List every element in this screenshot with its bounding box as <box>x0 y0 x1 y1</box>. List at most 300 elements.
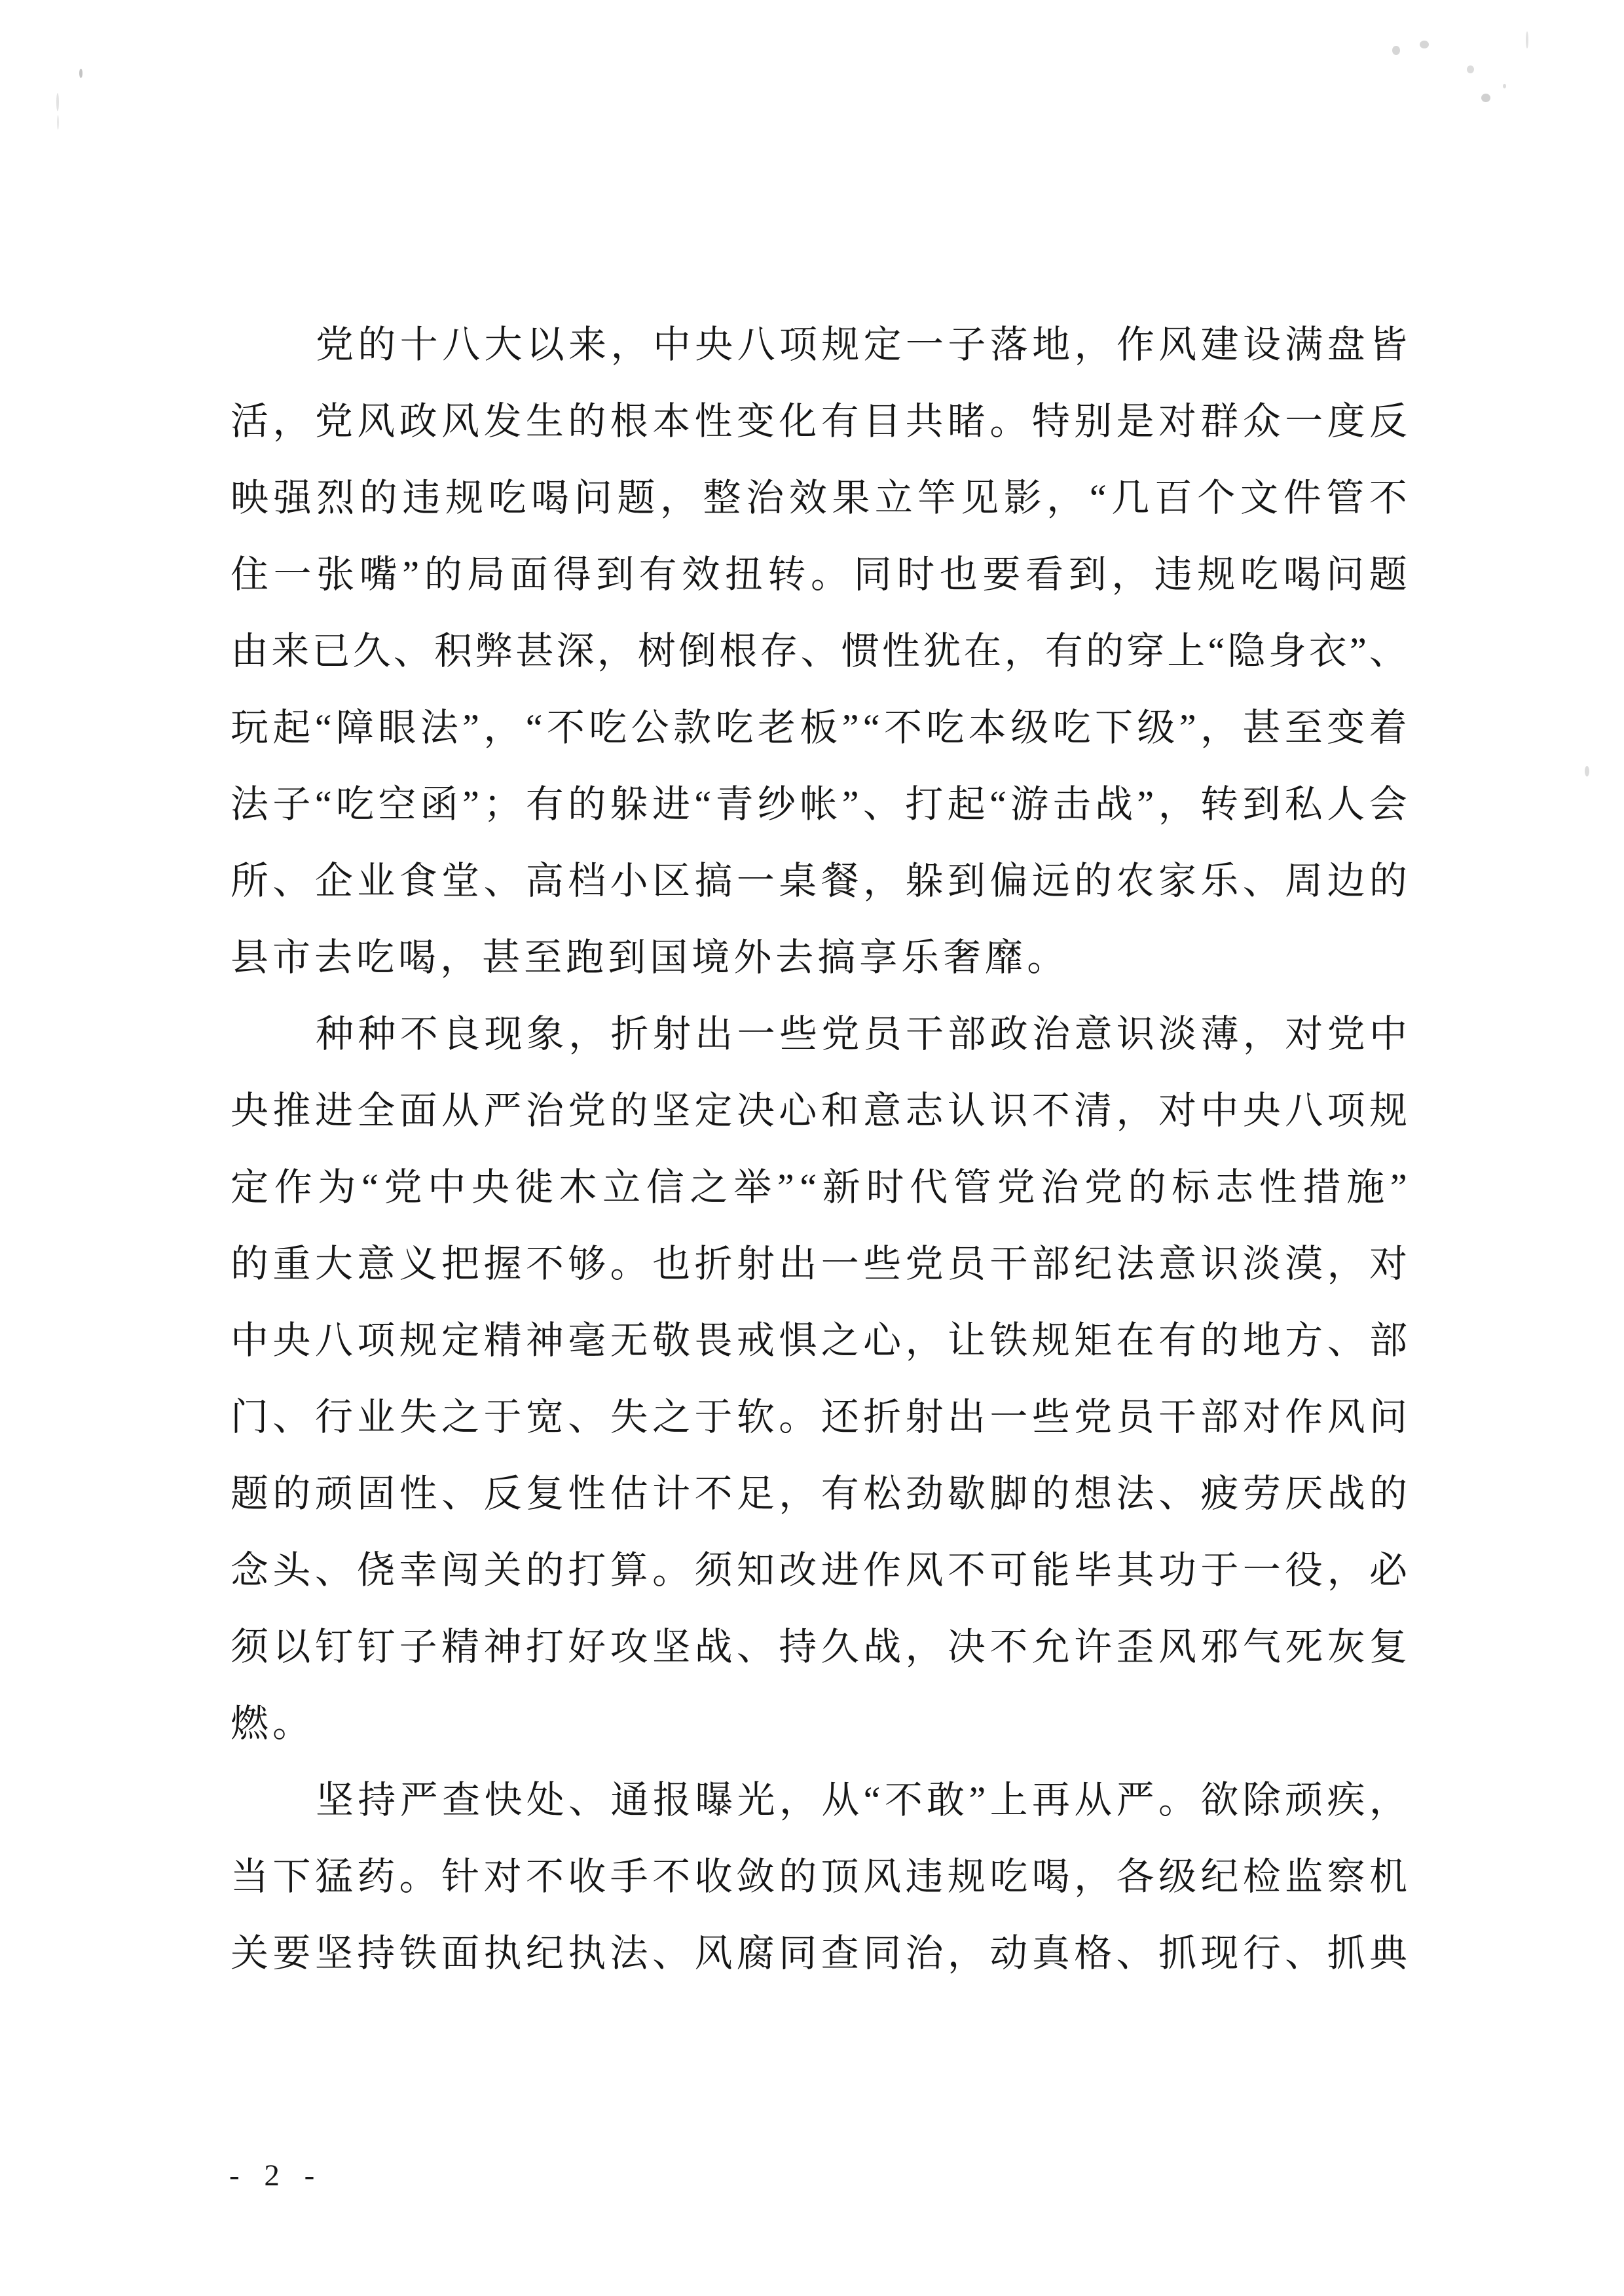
glyph: 远 <box>1031 859 1070 902</box>
glyph: 折 <box>863 1395 902 1438</box>
glyph: 法 <box>610 1931 648 1975</box>
glyph: 收 <box>694 1855 733 1898</box>
glyph: 面 <box>399 1089 437 1132</box>
glyph: 射 <box>736 1242 775 1285</box>
glyph: 持 <box>779 1625 817 1668</box>
glyph: 企 <box>314 859 353 902</box>
glyph: 作 <box>1116 323 1154 366</box>
glyph: 握 <box>483 1242 522 1285</box>
glyph: 来 <box>271 629 310 672</box>
glyph: 知 <box>736 1548 775 1592</box>
glyph: 须 <box>231 1625 269 1668</box>
glyph: 反 <box>483 1472 522 1515</box>
glyph: ， <box>440 936 479 979</box>
glyph: 检 <box>1242 1855 1281 1898</box>
glyph: 犹 <box>923 629 961 672</box>
glyph: 吃 <box>488 476 526 519</box>
glyph: 一 <box>736 859 775 902</box>
scan-speck <box>57 115 59 130</box>
glyph: 不 <box>546 706 585 749</box>
glyph: 从 <box>441 1089 480 1132</box>
glyph: 级 <box>1137 706 1175 749</box>
glyph: 映 <box>231 476 269 519</box>
glyph: 之 <box>441 1395 480 1438</box>
glyph: 部 <box>1200 1395 1239 1438</box>
glyph: 严 <box>399 1778 438 1821</box>
glyph: 改 <box>779 1548 817 1592</box>
glyph: 到 <box>1068 553 1107 596</box>
glyph: 曝 <box>695 1778 733 1821</box>
glyph: 、 <box>314 1548 353 1592</box>
glyph: 竿 <box>917 476 956 519</box>
glyph: 生 <box>525 399 564 443</box>
glyph: 有 <box>821 399 859 443</box>
glyph: 灰 <box>1327 1625 1365 1668</box>
glyph: 私 <box>1284 782 1323 826</box>
glyph: 着 <box>1369 706 1407 749</box>
glyph: 决 <box>947 1625 986 1668</box>
glyph: 的 <box>1369 859 1407 902</box>
glyph: 识 <box>989 1089 1028 1132</box>
glyph: ” <box>1349 629 1367 672</box>
glyph: 、 <box>1242 859 1281 902</box>
glyph: 外 <box>733 936 772 979</box>
glyph: 。 <box>989 399 1028 443</box>
glyph: 同 <box>863 1931 902 1975</box>
glyph: “ <box>863 1778 881 1821</box>
glyph: 人 <box>1327 782 1365 826</box>
glyph: 查 <box>442 1778 481 1821</box>
glyph: 识 <box>1116 1012 1154 1055</box>
glyph: 固 <box>357 1472 396 1515</box>
glyph: 央 <box>695 323 733 366</box>
glyph: 可 <box>989 1548 1028 1592</box>
glyph: 药 <box>357 1855 396 1898</box>
glyph: 地 <box>1242 1319 1281 1362</box>
glyph: 的 <box>358 323 396 366</box>
glyph: 格 <box>1074 1931 1113 1975</box>
glyph: 问 <box>574 476 612 519</box>
glyph: 大 <box>484 323 523 366</box>
glyph: 一 <box>1285 399 1323 443</box>
glyph: 纪 <box>1200 1855 1239 1898</box>
glyph: 转 <box>1200 782 1238 826</box>
glyph: 规 <box>399 1319 437 1362</box>
glyph: 方 <box>1285 1319 1323 1362</box>
glyph: 县 <box>231 936 269 979</box>
glyph: 戒 <box>736 1319 775 1362</box>
glyph: 淡 <box>1242 1242 1281 1285</box>
glyph: 部 <box>1369 1319 1407 1362</box>
glyph: 对 <box>1158 399 1196 443</box>
glyph: 党 <box>384 1165 422 1209</box>
glyph: 象 <box>526 1012 564 1055</box>
glyph: 坚 <box>652 1625 691 1668</box>
glyph: 的 <box>1074 859 1113 902</box>
glyph: 畏 <box>694 1319 733 1362</box>
glyph: 根 <box>610 399 648 443</box>
glyph: 的 <box>1031 1472 1070 1515</box>
glyph: 穿 <box>1126 629 1165 672</box>
glyph: 、 <box>1369 629 1407 672</box>
glyph: 的 <box>568 782 606 826</box>
glyph: 木 <box>559 1165 597 1209</box>
glyph: 的 <box>359 476 397 519</box>
glyph: 幸 <box>399 1548 437 1592</box>
glyph: 公 <box>631 706 669 749</box>
glyph: 久 <box>821 1625 859 1668</box>
glyph: 干 <box>1158 1395 1196 1438</box>
glyph: 意 <box>1158 1242 1196 1285</box>
glyph: 治 <box>525 1089 564 1132</box>
glyph: 清 <box>1074 1089 1113 1132</box>
glyph: ” <box>1137 782 1154 826</box>
glyph: 食 <box>399 859 437 902</box>
glyph: 存 <box>760 629 798 672</box>
glyph: 群 <box>1200 399 1239 443</box>
glyph: ” <box>1390 1165 1407 1209</box>
glyph: ， <box>779 1778 817 1821</box>
glyph: 满 <box>1285 323 1323 366</box>
glyph: 出 <box>695 1012 733 1055</box>
text-line <box>231 1072 1407 1149</box>
glyph: 攻 <box>610 1625 648 1668</box>
glyph: 款 <box>673 706 712 749</box>
glyph: 。 <box>652 1548 691 1592</box>
glyph: 敬 <box>652 1319 691 1362</box>
glyph: 躲 <box>610 782 648 826</box>
glyph: 出 <box>947 1395 986 1438</box>
glyph: 查 <box>821 1931 859 1975</box>
glyph: 不 <box>525 1242 564 1285</box>
glyph: 足 <box>736 1472 775 1515</box>
glyph: 要 <box>272 1931 311 1975</box>
text-line <box>231 843 1407 919</box>
glyph: 青 <box>715 782 754 826</box>
glyph: 现 <box>1200 1931 1239 1975</box>
glyph: 至 <box>524 936 563 979</box>
glyph: 钉 <box>357 1625 396 1668</box>
glyph: 、 <box>393 629 432 672</box>
glyph: 须 <box>694 1548 733 1592</box>
glyph: 敛 <box>736 1855 775 1898</box>
glyph: 积 <box>434 629 472 672</box>
glyph: 漠 <box>1285 1242 1323 1285</box>
glyph: 到 <box>1242 782 1281 826</box>
glyph: 、 <box>652 1931 691 1975</box>
glyph: 躲 <box>905 859 944 902</box>
glyph: ， <box>1004 629 1043 672</box>
glyph: 见 <box>961 476 999 519</box>
glyph: 。 <box>1158 1778 1197 1821</box>
glyph: 作 <box>274 1165 312 1209</box>
glyph: 严 <box>483 1089 522 1132</box>
glyph: 党 <box>568 1089 606 1132</box>
glyph: 空 <box>378 782 416 826</box>
glyph: 中 <box>231 1319 269 1362</box>
glyph: 倒 <box>678 629 717 672</box>
glyph: 作 <box>1285 1395 1323 1438</box>
glyph: 风 <box>1158 323 1197 366</box>
glyph: 落 <box>989 323 1028 366</box>
glyph: 些 <box>863 1242 902 1285</box>
glyph: 整 <box>703 476 741 519</box>
glyph: 的 <box>1369 1472 1407 1515</box>
glyph: 志 <box>1215 1165 1254 1209</box>
glyph: 闯 <box>441 1548 480 1592</box>
glyph: 到 <box>608 936 646 979</box>
glyph: 法 <box>1116 1242 1154 1285</box>
glyph: 跑 <box>566 936 604 979</box>
glyph: 特 <box>1031 399 1070 443</box>
scan-speck <box>1481 94 1490 102</box>
glyph: 员 <box>863 1012 902 1055</box>
glyph: 良 <box>442 1012 481 1055</box>
text-line <box>231 306 1407 383</box>
glyph: 察 <box>1327 1855 1365 1898</box>
glyph: 已 <box>312 629 350 672</box>
glyph: 软 <box>736 1395 775 1438</box>
glyph: 看 <box>1025 553 1064 596</box>
glyph: 对 <box>1285 1012 1323 1055</box>
glyph: ， <box>1158 782 1196 826</box>
glyph: 是 <box>1116 399 1154 443</box>
glyph: 下 <box>272 1855 311 1898</box>
glyph: 新 <box>822 1165 860 1209</box>
glyph: 乐 <box>1200 859 1239 902</box>
glyph: 定 <box>231 1165 269 1209</box>
glyph: 甚 <box>1242 706 1281 749</box>
glyph: 桌 <box>779 859 817 902</box>
glyph: 规 <box>947 1855 986 1898</box>
glyph: 吃 <box>1240 553 1278 596</box>
scan-speck <box>1467 65 1474 73</box>
glyph: 有 <box>638 553 677 596</box>
glyph: 强 <box>273 476 312 519</box>
glyph: 、 <box>568 1778 607 1821</box>
glyph: 变 <box>1327 706 1365 749</box>
glyph: 气 <box>1242 1625 1281 1668</box>
glyph: “ <box>525 706 543 749</box>
glyph: ， <box>610 323 649 366</box>
glyph: 腐 <box>736 1931 775 1975</box>
glyph: 毫 <box>568 1319 606 1362</box>
glyph: 功 <box>1158 1548 1196 1592</box>
glyph: 标 <box>1172 1165 1210 1209</box>
glyph: 厌 <box>1285 1472 1323 1515</box>
text-line <box>231 1379 1407 1455</box>
glyph: 惯 <box>841 629 879 672</box>
glyph: 、 <box>1116 1931 1154 1975</box>
glyph: 睹 <box>947 399 986 443</box>
glyph: 。 <box>272 1702 311 1745</box>
glyph: 神 <box>483 1625 522 1668</box>
glyph: 不 <box>989 1625 1028 1668</box>
glyph: 别 <box>1074 399 1113 443</box>
glyph: 住 <box>231 553 269 596</box>
glyph: 不 <box>947 1548 986 1592</box>
glyph: 意 <box>863 1089 902 1132</box>
glyph: 为 <box>318 1165 356 1209</box>
glyph: 进 <box>821 1548 859 1592</box>
glyph: 纪 <box>1074 1242 1113 1285</box>
glyph: 效 <box>788 476 827 519</box>
glyph: “ <box>694 782 712 826</box>
glyph: 全 <box>357 1089 396 1132</box>
glyph: 复 <box>1369 1625 1407 1668</box>
glyph: 干 <box>989 1242 1028 1285</box>
glyph: 党 <box>314 399 353 443</box>
glyph: 项 <box>357 1319 396 1362</box>
glyph: 淡 <box>1158 1012 1197 1055</box>
glyph: ” <box>841 782 859 826</box>
glyph: ， <box>1074 323 1113 366</box>
glyph: 松 <box>863 1472 902 1515</box>
glyph: ， <box>863 859 902 902</box>
glyph: 区 <box>652 859 691 902</box>
glyph: 不 <box>1369 476 1407 519</box>
glyph: “ <box>314 782 332 826</box>
glyph: 纱 <box>757 782 796 826</box>
glyph: 薄 <box>1200 1012 1239 1055</box>
glyph: 计 <box>652 1472 691 1515</box>
text-line <box>231 1915 1407 1992</box>
glyph: 众 <box>1242 399 1281 443</box>
glyph: 不 <box>694 1472 733 1515</box>
glyph: 定 <box>863 323 902 366</box>
glyph: “ <box>862 706 880 749</box>
glyph: 吃 <box>926 706 965 749</box>
glyph: 持 <box>357 1931 396 1975</box>
glyph: 射 <box>905 1395 944 1438</box>
glyph: 问 <box>1369 1395 1407 1438</box>
glyph: 吃 <box>589 706 627 749</box>
glyph: 折 <box>694 1242 733 1285</box>
glyph: ” <box>1179 706 1196 749</box>
text-line <box>231 1762 1407 1838</box>
glyph: 党 <box>1327 1012 1365 1055</box>
glyph: 面 <box>441 1931 480 1975</box>
glyph: 决 <box>736 1089 775 1132</box>
glyph: 、 <box>483 859 522 902</box>
glyph: 推 <box>272 1089 311 1132</box>
scan-speck <box>1420 41 1429 48</box>
glyph: 性 <box>568 1472 606 1515</box>
text-line <box>231 689 1407 766</box>
glyph: 法 <box>1116 1472 1154 1515</box>
text-line <box>231 460 1407 536</box>
glyph: 本 <box>968 706 1006 749</box>
glyph: 治 <box>1032 1012 1071 1055</box>
glyph: 歇 <box>947 1472 986 1515</box>
glyph: 帐 <box>800 782 838 826</box>
glyph: 嘴 <box>359 553 397 596</box>
glyph: 失 <box>610 1395 648 1438</box>
glyph: 于 <box>1200 1548 1239 1592</box>
glyph: 干 <box>906 1012 944 1055</box>
glyph: “ <box>989 782 1006 826</box>
glyph: 吃 <box>356 936 395 979</box>
glyph: ， <box>1111 553 1150 596</box>
glyph: 央 <box>231 1089 269 1132</box>
glyph: 农 <box>1116 859 1154 902</box>
glyph: 八 <box>442 323 481 366</box>
glyph: 治 <box>905 1931 944 1975</box>
glyph: 、 <box>862 782 901 826</box>
glyph: 央 <box>1242 1089 1281 1132</box>
text-line <box>231 1302 1407 1379</box>
glyph: 题 <box>617 476 655 519</box>
glyph: ” <box>462 706 479 749</box>
glyph: 念 <box>231 1548 269 1592</box>
glyph: 盘 <box>1327 323 1365 366</box>
glyph: 树 <box>637 629 676 672</box>
glyph: 纪 <box>525 1931 564 1975</box>
glyph: 靡 <box>985 936 1024 979</box>
glyph: 违 <box>905 1855 944 1898</box>
glyph: 精 <box>441 1625 480 1668</box>
glyph: ， <box>905 1625 944 1668</box>
glyph: “ <box>800 1165 817 1209</box>
glyph: ， <box>1046 476 1085 519</box>
glyph: 也 <box>652 1242 691 1285</box>
page-number: - 2 - <box>229 2159 322 2193</box>
glyph: 管 <box>1326 476 1365 519</box>
glyph: 除 <box>1242 1778 1281 1821</box>
glyph: 徙 <box>515 1165 553 1209</box>
glyph: 板 <box>800 706 838 749</box>
glyph: 铁 <box>989 1319 1028 1362</box>
glyph: 的 <box>231 1242 269 1285</box>
glyph: 欲 <box>1200 1778 1239 1821</box>
glyph: 扭 <box>724 553 763 596</box>
glyph: ” <box>462 782 479 826</box>
glyph: 规 <box>1031 1319 1070 1362</box>
glyph: ， <box>272 399 311 443</box>
glyph: 违 <box>402 476 441 519</box>
text-line <box>231 996 1407 1072</box>
glyph: 餐 <box>821 859 859 902</box>
glyph: 发 <box>483 399 522 443</box>
glyph: 措 <box>1302 1165 1341 1209</box>
glyph: 几 <box>1111 476 1150 519</box>
glyph: 燃 <box>231 1702 269 1745</box>
glyph: 喝 <box>398 936 437 979</box>
glyph: 算 <box>610 1548 648 1592</box>
glyph: ， <box>1327 1548 1365 1592</box>
glyph: 不 <box>883 706 922 749</box>
glyph: ； <box>483 782 522 826</box>
glyph: 影 <box>1003 476 1042 519</box>
glyph: 、 <box>1327 1319 1365 1362</box>
glyph: 执 <box>568 1931 606 1975</box>
glyph: 项 <box>779 323 817 366</box>
glyph: 起 <box>272 706 311 749</box>
glyph: 搞 <box>817 936 856 979</box>
glyph: 关 <box>231 1931 269 1975</box>
glyph: 业 <box>357 1395 396 1438</box>
glyph: 坚 <box>314 1931 353 1975</box>
glyph: 劳 <box>1242 1472 1281 1515</box>
glyph: 党 <box>997 1165 1035 1209</box>
glyph: 游 <box>1010 782 1049 826</box>
glyph: 、 <box>800 629 839 672</box>
glyph: 认 <box>947 1089 986 1132</box>
glyph: 许 <box>1074 1625 1113 1668</box>
glyph: 侥 <box>357 1548 396 1592</box>
text-line <box>231 766 1407 843</box>
scan-speck <box>1526 31 1528 48</box>
